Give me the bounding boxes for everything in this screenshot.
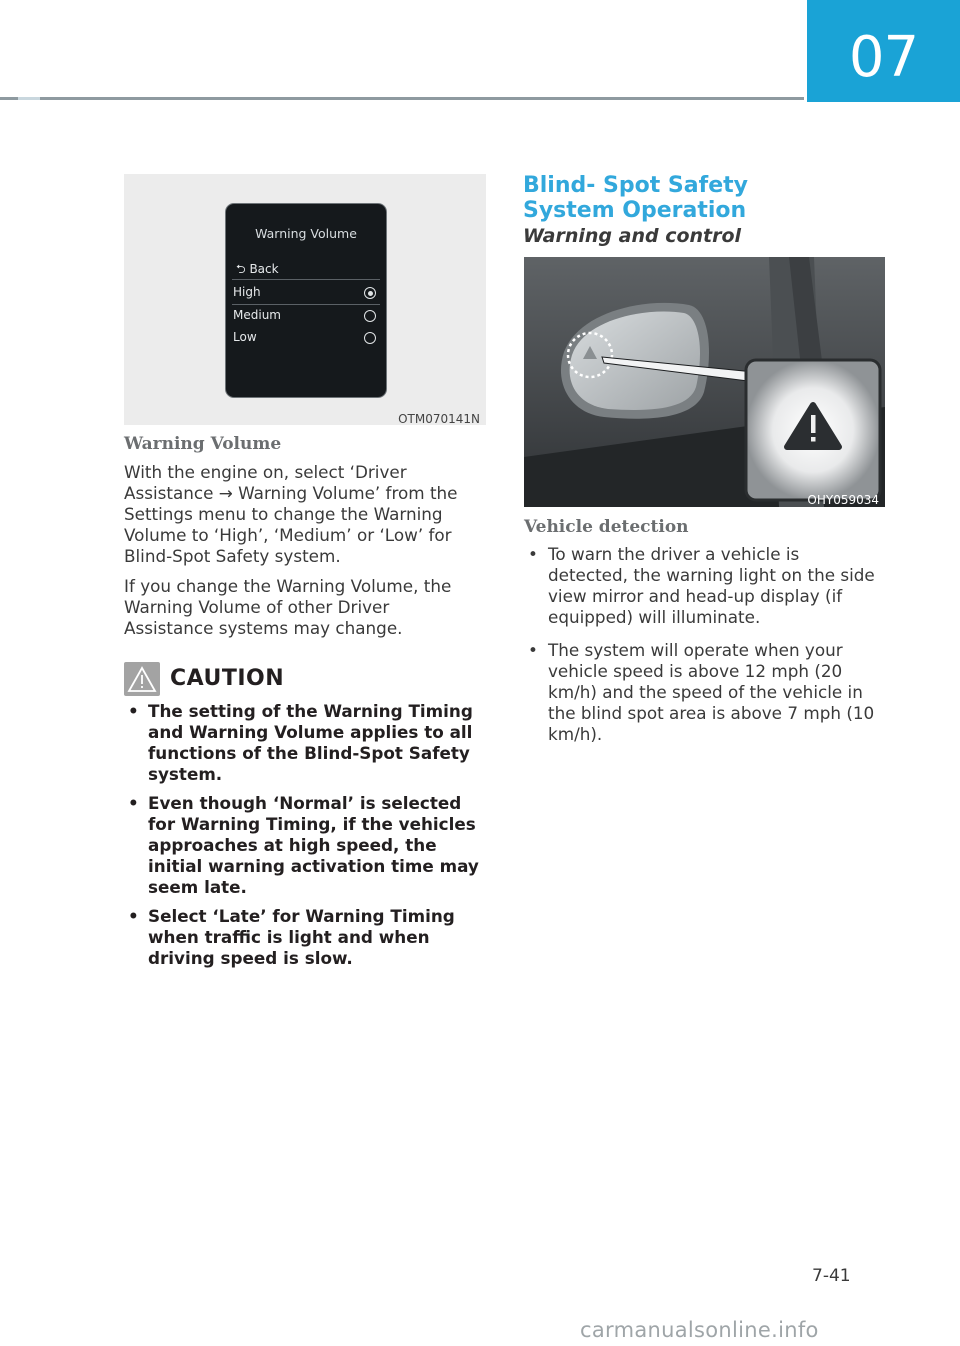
watermark: carmanualsonline.info: [580, 1318, 819, 1342]
list-item: • The system will operate when your vehicle speed is above 12 mph (20 km/h) and the speed of the vehicle in the blind spot area is above 7 mph (10 km/h).: [528, 640, 875, 744]
header-rule-accent: [18, 97, 40, 100]
vehicle-detection-list: [524, 544, 884, 753]
cluster-screen: [225, 203, 387, 398]
radio-selected-icon: [364, 287, 376, 299]
warning-volume-heading: Warning Volume: [124, 434, 282, 454]
screen-title: Warning Volume: [255, 226, 357, 241]
caution-list: [124, 701, 490, 977]
back-item: [236, 260, 279, 281]
caution-title: CAUTION: [170, 666, 285, 691]
caution-icon: [124, 662, 160, 696]
caution-item: • Select ‘Late’ for Warning Timing when traffic is light and when driving speed is slow.: [128, 906, 455, 968]
vehicle-detection-heading: Vehicle detection: [524, 517, 689, 537]
figure-code: OTM070141N: [398, 412, 480, 426]
list-item: • To warn the driver a vehicle is detected, the warning light on the side view mirror and head-up display (if equipped) will illuminate.: [528, 544, 875, 627]
menu-divider: [232, 304, 380, 305]
caution-item-text: The setting of the Warning Timing and Warning Volume applies to all functions of the Blind-Spot Safety system.: [148, 701, 473, 784]
back-label: Back: [249, 262, 279, 276]
paragraph: With the engine on, select ‘Driver Assistance → Warning Volume’ from the Settings menu to change the Warning Volume to ‘High’, ‘Medium’ or ‘Low’ for Blind-Spot Safety system.: [124, 462, 458, 566]
list-item-text: To warn the driver a vehicle is detected, the warning light on the side view mirror and head-up display (if equipped) will illuminate.: [548, 544, 875, 627]
header-rule: [0, 97, 804, 100]
radio-empty-icon: [364, 332, 376, 344]
section-title: Blind- Spot Safety System Operation: [523, 173, 748, 223]
radio-empty-icon: [364, 310, 376, 322]
option-high: High: [233, 285, 261, 299]
page-number: 7-41: [812, 1266, 851, 1286]
menu-divider: [232, 279, 380, 280]
list-item-text: The system will operate when your vehicle speed is above 12 mph (20 km/h) and the speed of the vehicle in the blind spot area is above 7 mph (10 km/h).: [548, 640, 875, 744]
option-low: Low: [233, 330, 257, 344]
warning-volume-body: [124, 462, 474, 648]
caution-item: • The setting of the Warning Timing and Warning Volume applies to all functions of the Blind-Spot Safety system.: [128, 701, 473, 784]
figure-warning-volume: [124, 174, 486, 425]
mirror-illustration: [524, 257, 885, 507]
caution-item-text: Even though ‘Normal’ is selected for Warning Timing, if the vehicles approaches at high speed, the initial warning activation time may seem late.: [148, 793, 479, 897]
back-arrow-icon: ⮌: [236, 262, 246, 276]
section-subtitle: Warning and control: [523, 225, 742, 247]
paragraph: If you change the Warning Volume, the Warning Volume of other Driver Assistance systems may change.: [124, 576, 452, 638]
option-medium: Medium: [233, 308, 281, 322]
figure-mirror-warning: [524, 257, 885, 507]
figure-code: OHY059034: [807, 493, 879, 507]
caution-item: • Even though ‘Normal’ is selected for Warning Timing, if the vehicles approaches at high speed, the initial warning activation time may seem late.: [128, 793, 479, 897]
chapter-tab: 07: [807, 0, 960, 102]
caution-item-text: Select ‘Late’ for Warning Timing when traffic is light and when driving speed is slow.: [148, 906, 455, 968]
